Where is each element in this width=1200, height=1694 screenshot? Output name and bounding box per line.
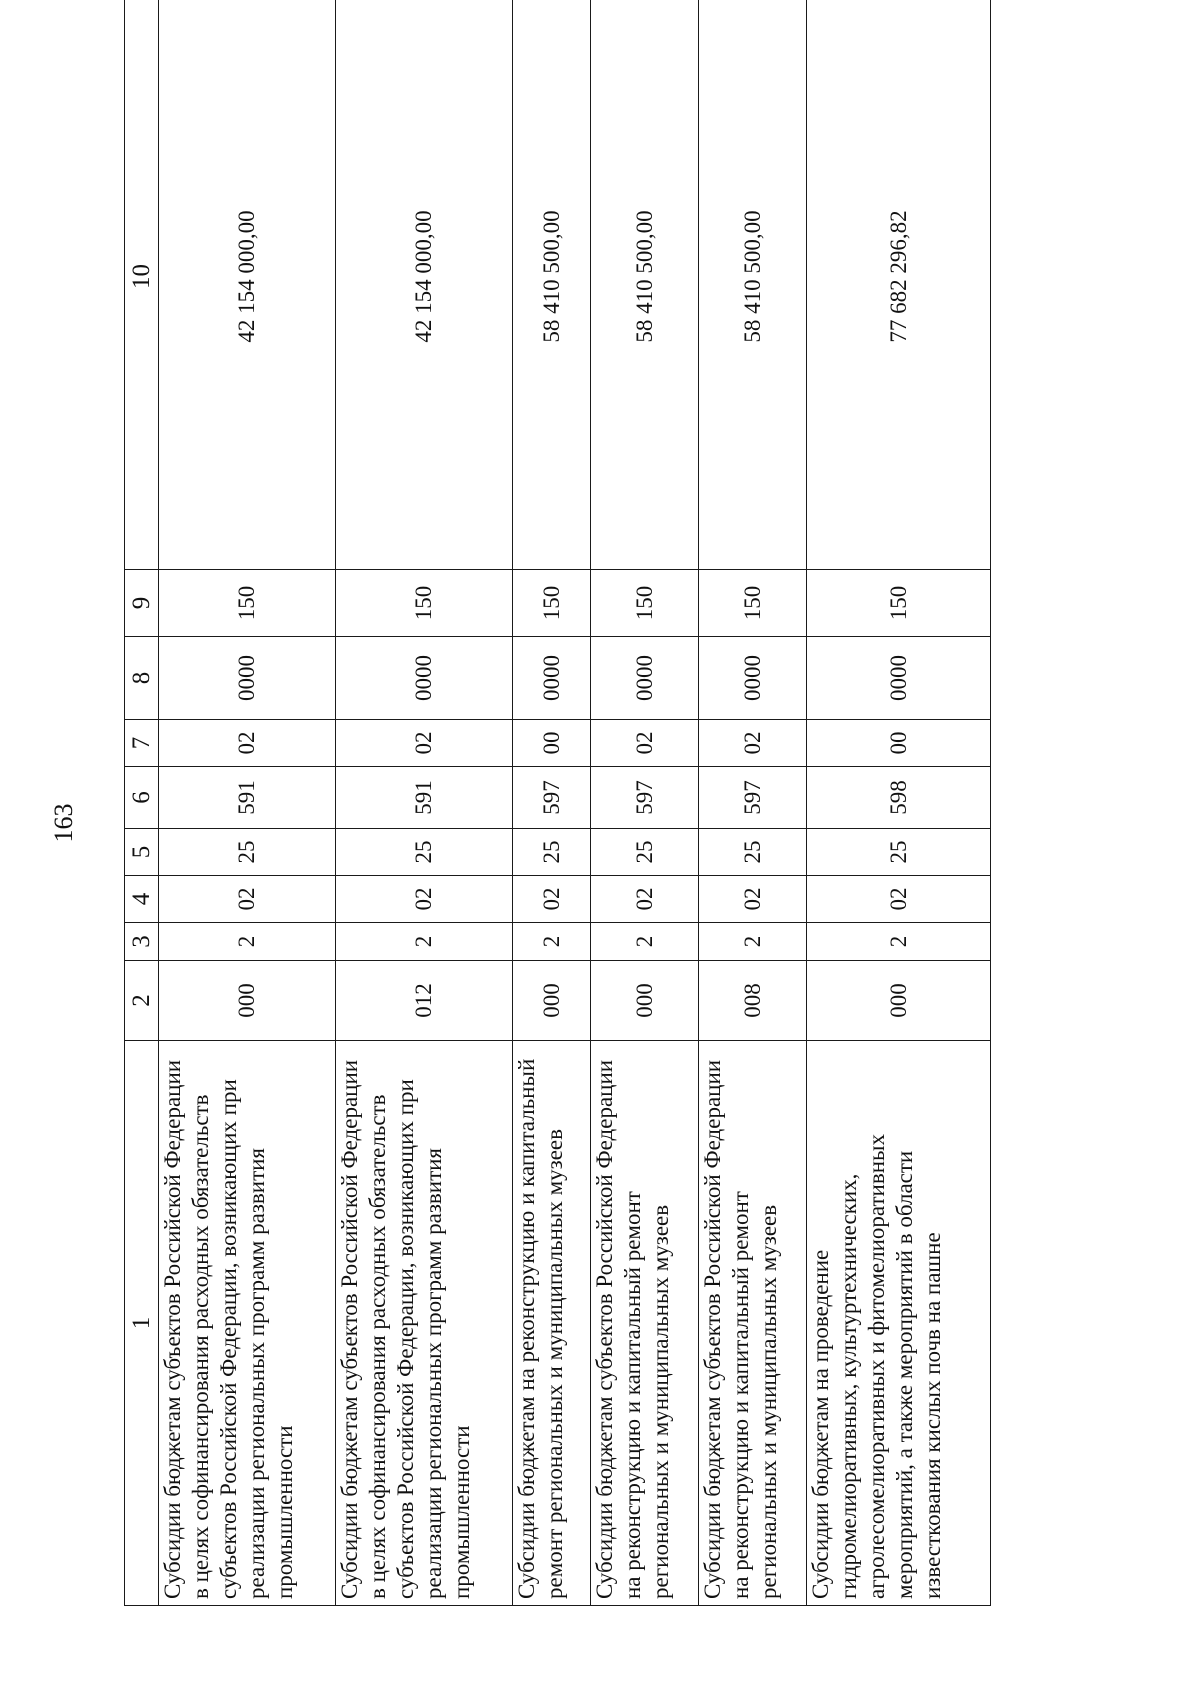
cell-col-5: 25 — [807, 829, 991, 876]
cell-col-2: 000 — [513, 961, 591, 1041]
row-description: Субсидии бюджетам на проведение гидромелиоративных, культуртехнических, агролесомелиоративных и фитомелиоративных мероприятий, а также мероприятий в области известкования кислых почв на пашне — [807, 1041, 991, 1606]
amount-cell: 77 682 296,82 — [807, 0, 991, 570]
cell-col-5: 25 — [591, 829, 699, 876]
cell-col-6: 591 — [159, 767, 336, 829]
cell-col-2: 000 — [591, 961, 699, 1041]
row-description: Субсидии бюджетам на реконструкцию и капитальный ремонт региональных и муниципальных музеев — [513, 1041, 591, 1606]
cell-col-8: 0000 — [336, 637, 513, 720]
table-row — [591, 0, 699, 1606]
column-header: 1 — [125, 1041, 159, 1606]
cell-col-2: 008 — [699, 961, 807, 1041]
cell-col-6: 597 — [513, 767, 591, 829]
cell-col-5: 25 — [336, 829, 513, 876]
cell-col-7: 02 — [699, 720, 807, 767]
column-header: 8 — [125, 637, 159, 720]
table-row — [699, 0, 807, 1606]
column-header: 2 — [125, 961, 159, 1041]
cell-col-3: 2 — [699, 923, 807, 961]
cell-col-3: 2 — [513, 923, 591, 961]
cell-col-5: 25 — [699, 829, 807, 876]
cell-col-3: 2 — [807, 923, 991, 961]
cell-col-8: 0000 — [591, 637, 699, 720]
cell-col-6: 591 — [336, 767, 513, 829]
cell-col-8: 0000 — [159, 637, 336, 720]
cell-col-4: 02 — [699, 876, 807, 923]
cell-col-2: 012 — [336, 961, 513, 1041]
cell-col-8: 0000 — [699, 637, 807, 720]
column-header: 4 — [125, 876, 159, 923]
column-header: 5 — [125, 829, 159, 876]
cell-col-6: 597 — [591, 767, 699, 829]
cell-col-4: 02 — [159, 876, 336, 923]
page-number: 163 — [49, 803, 78, 843]
cell-col-5: 25 — [159, 829, 336, 876]
cell-col-2: 000 — [807, 961, 991, 1041]
column-header: 7 — [125, 720, 159, 767]
table-row — [336, 0, 513, 1606]
amount-cell: 58 410 500,00 — [513, 0, 591, 570]
amount-cell: 58 410 500,00 — [699, 0, 807, 570]
row-description: Субсидии бюджетам субъектов Российской Федерации в целях софинансирования расходных обязательств субъектов Российской Федерации, возникающих при реализации региональных программ развития промышленности — [336, 1041, 513, 1606]
cell-col-7: 02 — [159, 720, 336, 767]
cell-col-3: 2 — [336, 923, 513, 961]
amount-cell: 42 154 000,00 — [336, 0, 513, 570]
column-header: 6 — [125, 767, 159, 829]
amount-cell: 58 410 500,00 — [591, 0, 699, 570]
cell-col-9: 150 — [159, 570, 336, 637]
cell-col-9: 150 — [513, 570, 591, 637]
table-row — [159, 0, 336, 1606]
rotated-table-container — [124, 84, 991, 1606]
row-description: Субсидии бюджетам субъектов Российской Федерации в целях софинансирования расходных обязательств субъектов Российской Федерации, возникающих при реализации региональных программ развития промышленности — [159, 1041, 336, 1606]
table-row — [513, 0, 591, 1606]
cell-col-7: 02 — [591, 720, 699, 767]
cell-col-6: 597 — [699, 767, 807, 829]
table-row — [807, 0, 991, 1606]
cell-col-8: 0000 — [513, 637, 591, 720]
cell-col-5: 25 — [513, 829, 591, 876]
cell-col-2: 000 — [159, 961, 336, 1041]
cell-col-7: 00 — [807, 720, 991, 767]
cell-col-8: 0000 — [807, 637, 991, 720]
cell-col-3: 2 — [591, 923, 699, 961]
column-header: 9 — [125, 570, 159, 637]
cell-col-4: 02 — [807, 876, 991, 923]
row-description: Субсидии бюджетам субъектов Российской Федерации на реконструкцию и капитальный ремонт региональных и муниципальных музеев — [591, 1041, 699, 1606]
cell-col-7: 00 — [513, 720, 591, 767]
column-header: 3 — [125, 923, 159, 961]
budget-table — [124, 0, 991, 1606]
amount-cell: 42 154 000,00 — [159, 0, 336, 570]
cell-col-4: 02 — [513, 876, 591, 923]
cell-col-9: 150 — [807, 570, 991, 637]
cell-col-3: 2 — [159, 923, 336, 961]
cell-col-9: 150 — [336, 570, 513, 637]
header-row — [125, 0, 159, 1606]
cell-col-4: 02 — [591, 876, 699, 923]
row-description: Субсидии бюджетам субъектов Российской Федерации на реконструкцию и капитальный ремонт региональных и муниципальных музеев — [699, 1041, 807, 1606]
cell-col-9: 150 — [699, 570, 807, 637]
cell-col-6: 598 — [807, 767, 991, 829]
cell-col-7: 02 — [336, 720, 513, 767]
cell-col-4: 02 — [336, 876, 513, 923]
cell-col-9: 150 — [591, 570, 699, 637]
column-header: 10 — [125, 0, 159, 570]
